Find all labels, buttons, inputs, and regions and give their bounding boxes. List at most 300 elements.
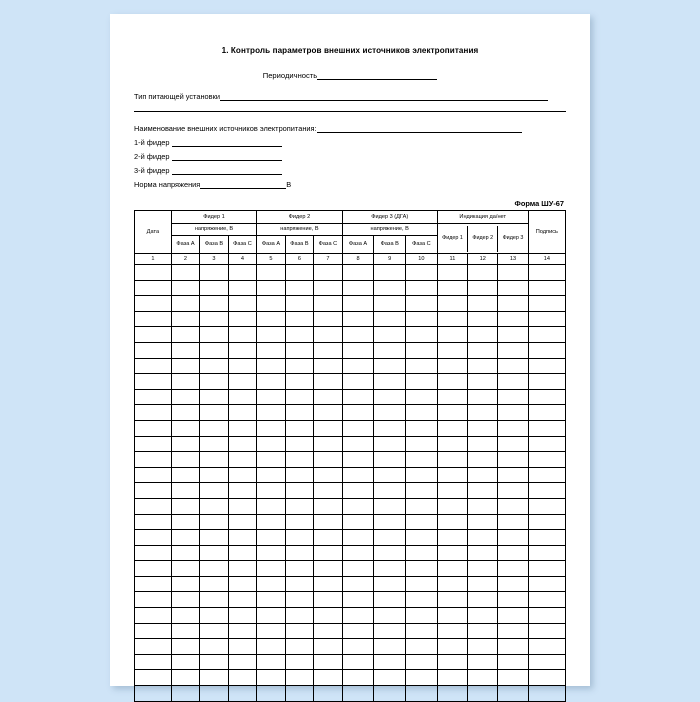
table-cell[interactable] [171,296,199,312]
table-cell[interactable] [135,498,172,514]
table-cell[interactable] [528,592,565,608]
table-cell[interactable] [257,561,285,577]
table-cell[interactable] [468,467,498,483]
table-cell[interactable] [200,623,228,639]
table-cell[interactable] [406,358,438,374]
table-cell[interactable] [498,358,528,374]
table-cell[interactable] [257,670,285,686]
table-cell[interactable] [468,296,498,312]
table-cell[interactable] [285,545,313,561]
table-cell[interactable] [200,639,228,655]
table-cell[interactable] [342,452,374,468]
table-cell[interactable] [406,530,438,546]
table-cell[interactable] [200,514,228,530]
table-cell[interactable] [228,592,256,608]
table-cell[interactable] [314,420,342,436]
table-cell[interactable] [171,561,199,577]
table-cell[interactable] [468,327,498,343]
table-cell[interactable] [437,389,467,405]
table-cell[interactable] [342,280,374,296]
table-cell[interactable] [257,654,285,670]
table-cell[interactable] [406,296,438,312]
table-cell[interactable] [528,514,565,530]
table-cell[interactable] [437,654,467,670]
table-cell[interactable] [498,280,528,296]
table-cell[interactable] [314,623,342,639]
table-cell[interactable] [374,358,406,374]
table-cell[interactable] [314,654,342,670]
table-row[interactable] [135,436,566,452]
table-cell[interactable] [374,561,406,577]
table-cell[interactable] [468,374,498,390]
table-cell[interactable] [135,296,172,312]
table-cell[interactable] [200,327,228,343]
table-cell[interactable] [314,436,342,452]
table-cell[interactable] [135,483,172,499]
table-cell[interactable] [257,592,285,608]
table-cell[interactable] [200,498,228,514]
table-cell[interactable] [200,545,228,561]
feeder-1-input[interactable] [172,138,282,147]
table-cell[interactable] [257,576,285,592]
table-cell[interactable] [257,358,285,374]
table-cell[interactable] [285,561,313,577]
table-cell[interactable] [285,530,313,546]
table-cell[interactable] [228,311,256,327]
table-cell[interactable] [228,280,256,296]
table-cell[interactable] [314,405,342,421]
table-cell[interactable] [200,452,228,468]
table-cell[interactable] [285,483,313,499]
table-cell[interactable] [285,576,313,592]
table-row[interactable] [135,389,566,405]
table-cell[interactable] [171,483,199,499]
table-cell[interactable] [285,670,313,686]
table-cell[interactable] [200,467,228,483]
table-cell[interactable] [528,608,565,624]
table-cell[interactable] [498,498,528,514]
table-cell[interactable] [342,405,374,421]
table-cell[interactable] [314,265,342,281]
table-cell[interactable] [257,545,285,561]
table-cell[interactable] [406,670,438,686]
table-cell[interactable] [285,405,313,421]
table-cell[interactable] [314,545,342,561]
table-cell[interactable] [135,530,172,546]
table-cell[interactable] [374,686,406,702]
table-cell[interactable] [406,654,438,670]
table-row[interactable] [135,514,566,530]
table-cell[interactable] [257,405,285,421]
table-cell[interactable] [135,654,172,670]
table-cell[interactable] [228,452,256,468]
table-cell[interactable] [228,639,256,655]
table-cell[interactable] [135,639,172,655]
table-cell[interactable] [374,654,406,670]
table-cell[interactable] [374,498,406,514]
table-cell[interactable] [374,311,406,327]
table-cell[interactable] [374,670,406,686]
table-row[interactable] [135,296,566,312]
table-cell[interactable] [171,452,199,468]
table-cell[interactable] [406,686,438,702]
table-cell[interactable] [171,623,199,639]
table-cell[interactable] [171,342,199,358]
table-cell[interactable] [468,530,498,546]
table-cell[interactable] [437,545,467,561]
table-cell[interactable] [528,483,565,499]
table-cell[interactable] [257,436,285,452]
table-cell[interactable] [135,374,172,390]
table-cell[interactable] [528,311,565,327]
table-cell[interactable] [342,358,374,374]
table-cell[interactable] [498,576,528,592]
table-cell[interactable] [257,467,285,483]
table-cell[interactable] [171,358,199,374]
table-cell[interactable] [285,592,313,608]
table-cell[interactable] [342,483,374,499]
table-cell[interactable] [228,358,256,374]
table-cell[interactable] [437,342,467,358]
table-cell[interactable] [528,576,565,592]
table-cell[interactable] [374,374,406,390]
table-cell[interactable] [314,296,342,312]
table-row[interactable] [135,420,566,436]
table-cell[interactable] [135,670,172,686]
table-cell[interactable] [171,686,199,702]
table-cell[interactable] [200,405,228,421]
table-row[interactable] [135,452,566,468]
table-cell[interactable] [342,592,374,608]
table-cell[interactable] [171,374,199,390]
table-cell[interactable] [468,358,498,374]
table-cell[interactable] [528,654,565,670]
table-cell[interactable] [406,623,438,639]
table-row[interactable] [135,374,566,390]
table-cell[interactable] [314,374,342,390]
table-cell[interactable] [171,514,199,530]
table-row[interactable] [135,561,566,577]
table-cell[interactable] [257,608,285,624]
table-cell[interactable] [468,545,498,561]
table-cell[interactable] [498,545,528,561]
table-cell[interactable] [528,280,565,296]
table-cell[interactable] [200,530,228,546]
table-cell[interactable] [285,280,313,296]
table-cell[interactable] [528,358,565,374]
table-cell[interactable] [528,265,565,281]
table-cell[interactable] [342,389,374,405]
table-cell[interactable] [228,389,256,405]
table-cell[interactable] [171,327,199,343]
table-cell[interactable] [374,296,406,312]
table-cell[interactable] [171,530,199,546]
table-cell[interactable] [437,670,467,686]
table-cell[interactable] [342,436,374,452]
table-cell[interactable] [257,639,285,655]
table-cell[interactable] [171,311,199,327]
table-row[interactable] [135,265,566,281]
table-row[interactable] [135,576,566,592]
table-cell[interactable] [257,342,285,358]
feeder-2-input[interactable] [172,152,282,161]
table-cell[interactable] [498,452,528,468]
table-cell[interactable] [437,358,467,374]
norm-voltage-input[interactable] [200,180,286,189]
table-cell[interactable] [314,530,342,546]
table-cell[interactable] [437,514,467,530]
table-cell[interactable] [406,436,438,452]
table-cell[interactable] [528,670,565,686]
table-cell[interactable] [374,530,406,546]
table-cell[interactable] [171,420,199,436]
table-cell[interactable] [437,280,467,296]
table-cell[interactable] [374,467,406,483]
table-cell[interactable] [135,561,172,577]
table-cell[interactable] [314,686,342,702]
table-cell[interactable] [228,623,256,639]
table-cell[interactable] [406,545,438,561]
table-cell[interactable] [228,296,256,312]
table-cell[interactable] [314,514,342,530]
table-cell[interactable] [498,483,528,499]
table-row[interactable] [135,639,566,655]
table-cell[interactable] [374,452,406,468]
table-cell[interactable] [135,389,172,405]
table-cell[interactable] [498,342,528,358]
table-cell[interactable] [285,436,313,452]
table-cell[interactable] [200,311,228,327]
table-cell[interactable] [200,686,228,702]
table-cell[interactable] [528,389,565,405]
table-cell[interactable] [342,327,374,343]
table-cell[interactable] [135,608,172,624]
table-cell[interactable] [342,498,374,514]
table-cell[interactable] [285,374,313,390]
table-cell[interactable] [468,436,498,452]
table-row[interactable] [135,358,566,374]
table-row[interactable] [135,545,566,561]
table-cell[interactable] [257,514,285,530]
table-cell[interactable] [342,420,374,436]
table-cell[interactable] [171,436,199,452]
table-cell[interactable] [528,342,565,358]
table-cell[interactable] [406,608,438,624]
table-row[interactable] [135,592,566,608]
table-cell[interactable] [468,623,498,639]
table-cell[interactable] [342,530,374,546]
table-cell[interactable] [228,436,256,452]
table-cell[interactable] [406,311,438,327]
table-cell[interactable] [406,467,438,483]
table-cell[interactable] [498,561,528,577]
table-cell[interactable] [257,296,285,312]
table-cell[interactable] [528,545,565,561]
table-cell[interactable] [200,280,228,296]
table-cell[interactable] [228,467,256,483]
table-cell[interactable] [342,311,374,327]
table-cell[interactable] [498,623,528,639]
table-cell[interactable] [406,265,438,281]
table-cell[interactable] [468,265,498,281]
table-cell[interactable] [285,311,313,327]
table-cell[interactable] [171,545,199,561]
table-cell[interactable] [342,639,374,655]
table-cell[interactable] [468,592,498,608]
table-cell[interactable] [228,561,256,577]
table-cell[interactable] [468,389,498,405]
table-cell[interactable] [437,623,467,639]
table-cell[interactable] [406,342,438,358]
table-cell[interactable] [437,327,467,343]
table-cell[interactable] [498,592,528,608]
table-cell[interactable] [285,514,313,530]
table-cell[interactable] [257,265,285,281]
table-cell[interactable] [437,467,467,483]
table-cell[interactable] [257,530,285,546]
table-cell[interactable] [468,608,498,624]
table-cell[interactable] [171,389,199,405]
table-cell[interactable] [228,265,256,281]
table-cell[interactable] [406,420,438,436]
table-cell[interactable] [342,623,374,639]
table-cell[interactable] [314,311,342,327]
table-cell[interactable] [314,561,342,577]
table-cell[interactable] [285,498,313,514]
table-cell[interactable] [228,514,256,530]
table-cell[interactable] [135,436,172,452]
table-cell[interactable] [468,670,498,686]
table-cell[interactable] [342,561,374,577]
table-row[interactable] [135,280,566,296]
table-cell[interactable] [406,514,438,530]
table-cell[interactable] [528,436,565,452]
table-cell[interactable] [528,686,565,702]
table-cell[interactable] [468,654,498,670]
table-row[interactable] [135,530,566,546]
table-cell[interactable] [528,623,565,639]
table-cell[interactable] [314,670,342,686]
table-cell[interactable] [200,483,228,499]
table-cell[interactable] [437,420,467,436]
table-cell[interactable] [528,498,565,514]
table-cell[interactable] [257,483,285,499]
table-cell[interactable] [257,420,285,436]
table-cell[interactable] [342,342,374,358]
table-cell[interactable] [228,545,256,561]
table-cell[interactable] [498,374,528,390]
table-cell[interactable] [437,686,467,702]
table-cell[interactable] [228,498,256,514]
table-cell[interactable] [257,452,285,468]
table-cell[interactable] [468,686,498,702]
table-cell[interactable] [200,670,228,686]
table-cell[interactable] [437,561,467,577]
table-cell[interactable] [257,623,285,639]
table-row[interactable] [135,342,566,358]
table-row[interactable] [135,654,566,670]
table-cell[interactable] [528,405,565,421]
table-cell[interactable] [468,561,498,577]
table-cell[interactable] [374,576,406,592]
table-cell[interactable] [285,296,313,312]
table-cell[interactable] [406,576,438,592]
table-cell[interactable] [374,265,406,281]
table-cell[interactable] [285,686,313,702]
table-cell[interactable] [228,374,256,390]
table-cell[interactable] [498,686,528,702]
table-cell[interactable] [135,592,172,608]
table-cell[interactable] [498,389,528,405]
table-cell[interactable] [498,405,528,421]
table-cell[interactable] [342,374,374,390]
table-cell[interactable] [374,639,406,655]
table-cell[interactable] [314,608,342,624]
table-cell[interactable] [171,280,199,296]
table-cell[interactable] [228,686,256,702]
table-cell[interactable] [314,280,342,296]
table-cell[interactable] [228,420,256,436]
table-row[interactable] [135,311,566,327]
table-cell[interactable] [314,483,342,499]
table-cell[interactable] [314,358,342,374]
table-cell[interactable] [498,327,528,343]
table-cell[interactable] [135,545,172,561]
table-cell[interactable] [374,280,406,296]
table-cell[interactable] [468,514,498,530]
table-cell[interactable] [135,280,172,296]
source-names-input[interactable] [317,124,522,133]
table-cell[interactable] [314,389,342,405]
table-cell[interactable] [468,576,498,592]
table-cell[interactable] [406,405,438,421]
table-cell[interactable] [228,405,256,421]
table-cell[interactable] [171,639,199,655]
feeder-3-input[interactable] [172,166,282,175]
table-cell[interactable] [314,576,342,592]
table-cell[interactable] [437,265,467,281]
table-cell[interactable] [406,483,438,499]
table-cell[interactable] [285,623,313,639]
table-cell[interactable] [171,670,199,686]
table-cell[interactable] [498,467,528,483]
table-cell[interactable] [437,296,467,312]
table-cell[interactable] [437,592,467,608]
table-cell[interactable] [257,389,285,405]
table-cell[interactable] [314,342,342,358]
table-cell[interactable] [342,545,374,561]
table-cell[interactable] [374,342,406,358]
table-cell[interactable] [374,514,406,530]
table-cell[interactable] [135,265,172,281]
table-cell[interactable] [314,452,342,468]
table-cell[interactable] [171,467,199,483]
table-cell[interactable] [257,311,285,327]
table-cell[interactable] [257,327,285,343]
table-cell[interactable] [374,436,406,452]
table-cell[interactable] [257,498,285,514]
table-cell[interactable] [135,576,172,592]
table-cell[interactable] [528,420,565,436]
table-cell[interactable] [406,592,438,608]
table-cell[interactable] [135,311,172,327]
table-cell[interactable] [374,389,406,405]
table-cell[interactable] [228,342,256,358]
table-cell[interactable] [406,374,438,390]
table-cell[interactable] [437,311,467,327]
table-cell[interactable] [498,654,528,670]
table-cell[interactable] [314,327,342,343]
